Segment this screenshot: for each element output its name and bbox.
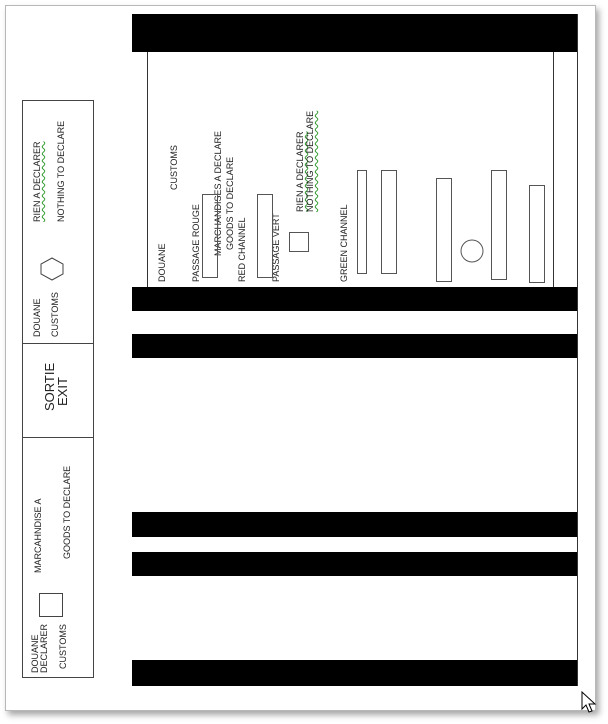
counter-box	[257, 194, 273, 278]
circle-icon	[459, 238, 485, 264]
floorplan-customs: CUSTOMS	[169, 145, 179, 190]
wall-bar	[132, 552, 578, 576]
wall-bar	[132, 334, 578, 358]
legend-divider	[23, 437, 93, 438]
hall-wall-left	[147, 52, 148, 287]
mouse-cursor-icon	[580, 690, 600, 714]
legend-rien-a-declarer: RIEN A DECLARER	[32, 141, 42, 222]
floorplan-passage-rouge: PASSAGE ROUGE	[191, 204, 201, 282]
wall-bar	[132, 287, 578, 311]
hexagon-icon	[39, 257, 65, 281]
legend-douane-label: DOUANE	[32, 298, 42, 337]
legend-exit-label: EXIT	[55, 377, 70, 406]
counter-box	[529, 185, 545, 283]
counter-box	[381, 170, 397, 274]
floorplan-rien-a-declarer: RIEN A DECLARER	[295, 131, 305, 212]
legend-marchandise-label: MARCAHNDISE A	[33, 498, 43, 573]
counter-box	[436, 178, 452, 282]
wall-bar	[132, 660, 578, 686]
legend-goods-to-declare: GOODS TO DECLARE	[62, 465, 72, 559]
hall-wall-right	[553, 52, 554, 287]
floorplan-goods-to-declare: GOODS TO DECLARE	[225, 156, 235, 250]
wall-bar	[132, 14, 578, 52]
floorplan-douane: DOUANE	[157, 243, 167, 282]
floorplan-red-channel: RED CHANNEL	[237, 217, 247, 282]
legend-customs-label: CUSTOMS	[50, 292, 60, 337]
counter-box	[357, 170, 367, 274]
counter-box	[202, 194, 218, 278]
wall-bar	[132, 512, 578, 537]
legend-divider	[23, 343, 93, 344]
legend-sortie-label: SORTIE	[42, 362, 57, 411]
legend-customs-label-2: CUSTOMS	[58, 624, 68, 669]
floorplan-nothing-to-declare: NOTHING TO DECLARE	[305, 110, 315, 212]
floorplan-marchandises: MARCHANDISES A DECLARE	[213, 130, 223, 256]
counter-box	[491, 170, 507, 280]
floorplan-passage-vert: PASSAGE VERT	[271, 213, 281, 282]
floorplan-green-channel: GREEN CHANNEL	[339, 204, 349, 282]
legend-nothing-to-declare: NOTHING TO DECLARE	[56, 120, 66, 222]
legend-douane-declarer: DOUANE DECLARER	[30, 623, 49, 673]
legend-panel	[22, 100, 94, 678]
page-edge-line	[577, 14, 578, 686]
square-icon	[289, 232, 309, 252]
